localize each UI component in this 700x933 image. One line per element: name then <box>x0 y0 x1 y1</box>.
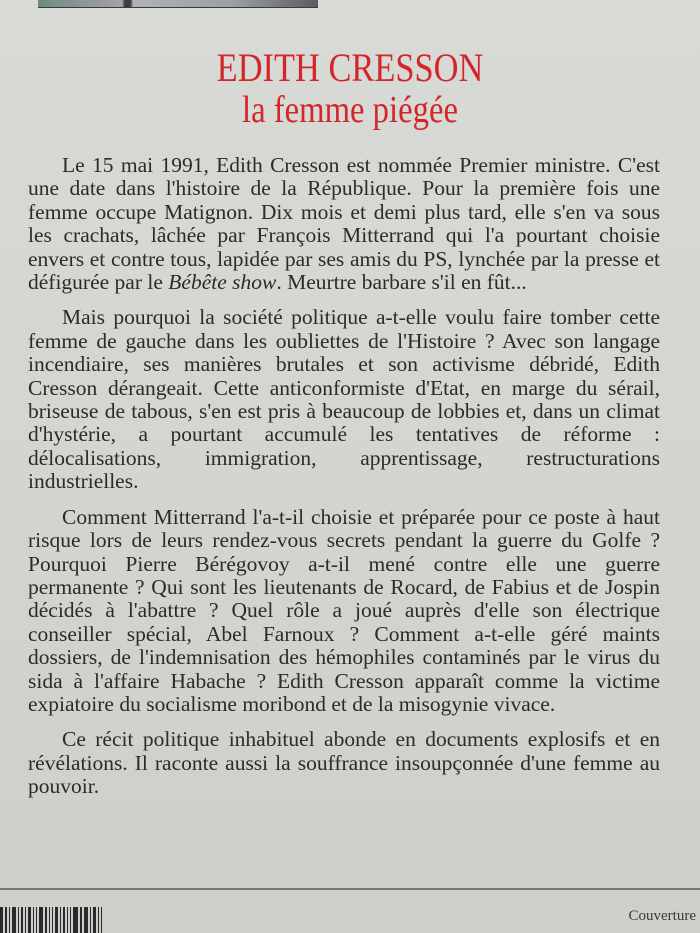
book-title <box>0 46 700 130</box>
barcode <box>0 907 200 933</box>
blurb <box>28 154 660 811</box>
cover-credit: Couverture <box>628 908 696 924</box>
paragraph-4: Ce récit politique inhabituel abonde en documents explosifs et en révélations. Il raconte aussi la souffrance insoupçonnée d'une femme au pouvoir. <box>28 727 660 799</box>
title-main: EDITH CRESSON <box>216 45 484 90</box>
divider-line <box>0 888 700 890</box>
show-name: Bébête show <box>168 270 277 295</box>
title-subtitle: la femme piégée <box>242 89 458 131</box>
cover-photo-strip <box>38 0 318 8</box>
paragraph-3: Comment Mitterrand l'a-t-il choisie et préparée pour ce poste à haut risque lors de leurs rendez-vous secrets pendant la guerre du Golfe ? Pourquoi Pierre Bérégovoy a-t-il mené contre elle une guerre permanente ? Qui sont les lieutenants de Rocard, de Fabius et de Jospin décidés à l'abattre ? Quel rôle a joué auprès d'elle son électrique conseiller spécial, Abel Farnoux ? Comment a-t-elle géré maints dossiers, de l'indemnisation des hémophiles contaminés par le virus du sida à l'affaire Habache ? Edith Cresson apparaît comme la victime expiatoire du socialisme moribond et de la misogynie vivace. <box>28 504 660 716</box>
paragraph-2: Mais pourquoi la société politique a-t-elle voulu faire tomber cette femme de gauche dans les oubliettes de l'Histoire ? Avec son langage incendiaire, ses manières brutales et son activisme débridé, Edith Cresson dérangeait. Cette anticonformiste d'Etat, en marge du sérail, briseuse de tabous, s'en est pris à beaucoup de lobbies et, dans un climat d'hystérie, a pourtant accumulé les tentatives de réforme : délocalisations, immigration, apprentissage, restructurations industrielles. <box>28 305 660 494</box>
paragraph-1: Le 15 mai 1991, Edith Cresson est nommée Premier ministre. C'est une date dans l'histoire de la République. Pour la première fois une femme occupe Matignon. Dix mois et demi plus tard, elle s'en va sous les crachats, lâchée par François Mitterrand qui l'a pourtant choisie envers et contre tous, lapidée par ses amis du PS, lynchée par la presse et défigurée par le Bébête show. Meurtre barbare s'il en fût... <box>28 153 660 295</box>
